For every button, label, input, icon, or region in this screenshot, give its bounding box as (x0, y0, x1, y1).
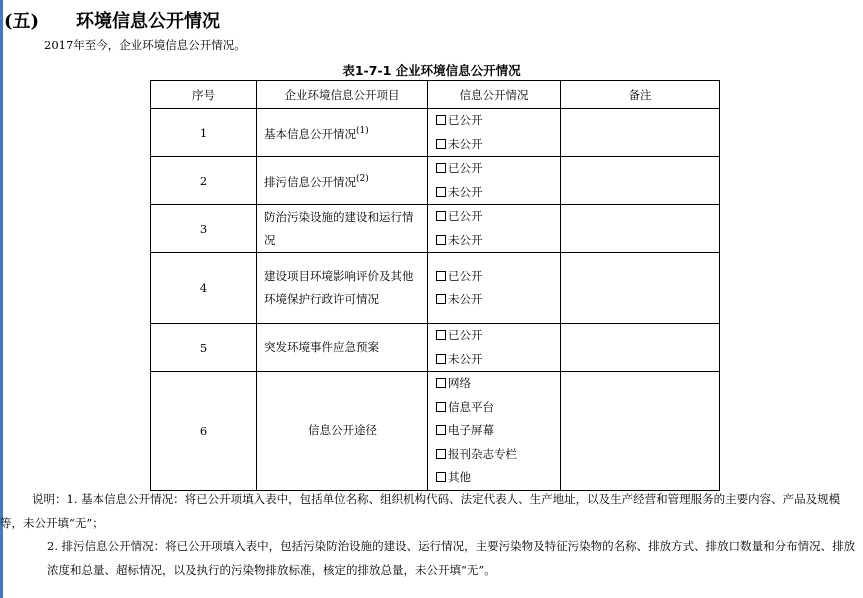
row-item-text: 基本信息公开情况 (264, 126, 356, 141)
row-remark[interactable] (561, 324, 720, 372)
table-row (151, 372, 720, 491)
checkbox-icon[interactable] (436, 330, 446, 340)
row-item-text: 建设项目环境影响评价及其他环境保护行政许可情况 (264, 269, 414, 306)
checkbox-icon[interactable] (436, 235, 446, 245)
checkbox-label: 未公开 (448, 292, 483, 306)
checkbox-option[interactable] (436, 419, 560, 443)
footnote-ref: (1) (356, 125, 369, 136)
row-options (428, 253, 561, 324)
row-options (428, 109, 561, 157)
disclosure-table (150, 80, 720, 491)
row-remark[interactable] (561, 253, 720, 324)
section-number: (五) (4, 11, 40, 32)
row-item (257, 253, 428, 324)
row-number: 4 (151, 253, 257, 324)
row-item-text: 防治污染设施的建设和运行情况 (264, 209, 414, 247)
row-number: 6 (151, 372, 257, 491)
checkbox-option[interactable] (436, 265, 560, 289)
table-row (151, 157, 720, 205)
row-item (257, 324, 428, 372)
row-options (428, 157, 561, 205)
row-item-text: 信息公开途径 (308, 423, 377, 438)
checkbox-label: 已公开 (448, 161, 483, 175)
checkbox-option[interactable] (436, 133, 560, 157)
checkbox-icon[interactable] (436, 449, 446, 459)
checkbox-label: 信息平台 (448, 399, 494, 414)
checkbox-label: 电子屏幕 (448, 423, 494, 437)
row-remark[interactable] (561, 205, 720, 253)
row-item-text: 突发环境事件应急预案 (264, 340, 379, 354)
checkbox-icon[interactable] (436, 378, 446, 388)
table-row (151, 109, 720, 157)
row-options (428, 205, 561, 253)
checkbox-option[interactable] (436, 396, 560, 420)
row-number: 5 (151, 324, 257, 372)
table-header-row (151, 81, 720, 109)
header-item: 企业环境信息公开项目 (257, 81, 428, 109)
row-remark[interactable] (561, 372, 720, 491)
table-row (151, 324, 720, 372)
checkbox-label: 未公开 (448, 136, 483, 151)
checkbox-label: 已公开 (448, 113, 483, 127)
intro-text: 2017年至今，企业环境信息公开情况。 (44, 38, 246, 52)
checkbox-label: 报刊杂志专栏 (448, 446, 517, 461)
checkbox-icon[interactable] (436, 294, 446, 304)
row-number: 2 (151, 157, 257, 205)
row-item (257, 205, 428, 253)
checkbox-option[interactable] (436, 324, 560, 348)
row-item (257, 109, 428, 157)
row-options (428, 324, 561, 372)
header-status: 信息公开情况 (428, 81, 561, 109)
checkbox-icon[interactable] (436, 163, 446, 173)
checkbox-option[interactable] (436, 109, 560, 133)
row-number: 3 (151, 205, 257, 253)
row-remark[interactable] (561, 109, 720, 157)
section-title: 环境信息公开情况 (76, 11, 220, 32)
checkbox-icon[interactable] (436, 472, 446, 482)
note-1: 说明：1. 基本信息公开情况：将已公开项填入表中，包括单位名称、组织机构代码、法定代表人、生产地址，以及生产经营和管理服务的主要内容、产品及规模等，未公开填“无”； (0, 492, 841, 530)
note-2: 2. 排污信息公开情况：将已公开项填入表中，包括污染防治设施的建设、运行情况，主要污染物及特征污染物的名称、排放方式、排放口数量和分布情况、排放浓度和总量、超标情况，以及执行的污染物排放标准，核定的排放总量，未公开填“无”。 (47, 539, 856, 577)
checkbox-option[interactable] (436, 229, 560, 253)
header-number: 序号 (151, 81, 257, 109)
checkbox-icon[interactable] (436, 425, 446, 435)
table-caption: 表1-7-1 企业环境信息公开情况 (342, 63, 521, 78)
checkbox-option[interactable] (436, 181, 560, 205)
table-row (151, 253, 720, 324)
checkbox-label: 已公开 (448, 209, 483, 223)
checkbox-label: 已公开 (448, 268, 483, 283)
row-options (428, 372, 561, 491)
checkbox-icon[interactable] (436, 211, 446, 221)
checkbox-icon[interactable] (436, 115, 446, 125)
checkbox-option[interactable] (436, 157, 560, 181)
checkbox-label: 未公开 (448, 351, 483, 366)
checkbox-icon[interactable] (436, 271, 446, 281)
row-item-text: 排污信息公开情况 (264, 174, 356, 189)
checkbox-option[interactable] (436, 372, 560, 396)
checkbox-icon[interactable] (436, 354, 446, 364)
checkbox-icon[interactable] (436, 139, 446, 149)
checkbox-label: 已公开 (448, 328, 483, 342)
checkbox-label: 网络 (448, 376, 471, 390)
checkbox-option[interactable] (436, 205, 560, 229)
section-heading (4, 7, 220, 33)
checkbox-option[interactable] (436, 288, 560, 312)
footnote-ref: (2) (356, 173, 369, 184)
row-number: 1 (151, 109, 257, 157)
table-row (151, 205, 720, 253)
checkbox-icon[interactable] (436, 187, 446, 197)
row-item (257, 372, 428, 491)
row-remark[interactable] (561, 157, 720, 205)
checkbox-option[interactable] (436, 466, 560, 490)
checkbox-option[interactable] (436, 348, 560, 372)
checkbox-label: 未公开 (448, 184, 483, 199)
header-remark: 备注 (561, 81, 720, 109)
checkbox-icon[interactable] (436, 402, 446, 412)
row-item (257, 157, 428, 205)
notes (0, 488, 863, 582)
checkbox-label: 未公开 (448, 232, 483, 247)
checkbox-option[interactable] (436, 443, 560, 467)
checkbox-label: 其他 (448, 470, 471, 484)
